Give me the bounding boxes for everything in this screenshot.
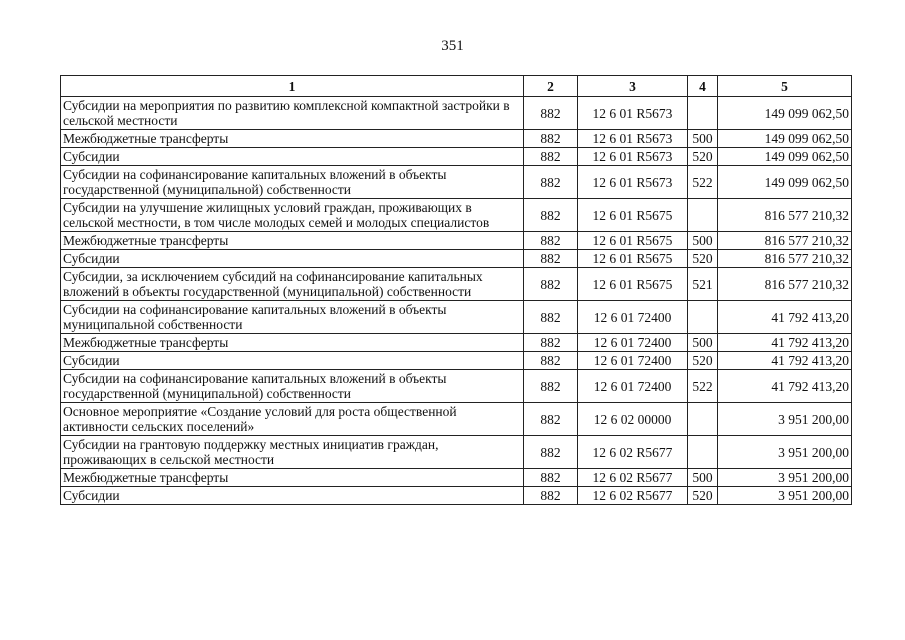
row-amount: 3 951 200,00: [718, 469, 852, 487]
row-name: Субсидии на мероприятия по развитию комплексной компактной застройки в сельской местности: [61, 97, 524, 130]
column-header-1: 1: [61, 76, 524, 97]
table-row: [61, 250, 852, 268]
row-target-code: 12 6 01 R5675: [578, 250, 688, 268]
table-row: [61, 301, 852, 334]
row-amount: 816 577 210,32: [718, 232, 852, 250]
row-target-code: 12 6 01 72400: [578, 301, 688, 334]
table-row: [61, 334, 852, 352]
row-target-code: 12 6 02 00000: [578, 403, 688, 436]
row-name: Субсидии на грантовую поддержку местных инициатив граждан, проживающих в сельской местности: [61, 436, 524, 469]
row-expense-type: 520: [688, 250, 718, 268]
row-target-code: 12 6 02 R5677: [578, 436, 688, 469]
table-row: [61, 268, 852, 301]
row-ministry-code: 882: [524, 199, 578, 232]
table-row: [61, 370, 852, 403]
row-name: Субсидии на софинансирование капитальных вложений в объекты государственной (муниципальной) собственности: [61, 370, 524, 403]
table-body: [61, 97, 852, 505]
row-amount: 41 792 413,20: [718, 334, 852, 352]
row-ministry-code: 882: [524, 487, 578, 505]
column-header-3: 3: [578, 76, 688, 97]
row-name: Субсидии: [61, 352, 524, 370]
row-name: Субсидии, за исключением субсидий на софинансирование капитальных вложений в объекты государственной (муниципальной) собственности: [61, 268, 524, 301]
row-target-code: 12 6 01 72400: [578, 370, 688, 403]
row-target-code: 12 6 01 R5675: [578, 199, 688, 232]
table-row: [61, 97, 852, 130]
row-amount: 3 951 200,00: [718, 403, 852, 436]
row-expense-type: [688, 403, 718, 436]
row-target-code: 12 6 01 R5673: [578, 130, 688, 148]
row-name: Субсидии: [61, 148, 524, 166]
row-expense-type: 500: [688, 232, 718, 250]
table-row: [61, 166, 852, 199]
column-header-2: 2: [524, 76, 578, 97]
row-ministry-code: 882: [524, 166, 578, 199]
table-row: [61, 130, 852, 148]
row-target-code: 12 6 02 R5677: [578, 487, 688, 505]
row-name: Межбюджетные трансферты: [61, 130, 524, 148]
row-target-code: 12 6 01 R5675: [578, 268, 688, 301]
table-row: [61, 352, 852, 370]
row-target-code: 12 6 01 72400: [578, 334, 688, 352]
page-number: 351: [441, 38, 464, 54]
row-expense-type: [688, 97, 718, 130]
table-row: [61, 469, 852, 487]
row-ministry-code: 882: [524, 403, 578, 436]
row-expense-type: 521: [688, 268, 718, 301]
row-expense-type: 500: [688, 469, 718, 487]
row-amount: 149 099 062,50: [718, 148, 852, 166]
row-expense-type: [688, 301, 718, 334]
row-target-code: 12 6 01 72400: [578, 352, 688, 370]
row-expense-type: 520: [688, 148, 718, 166]
row-ministry-code: 882: [524, 250, 578, 268]
row-amount: 816 577 210,32: [718, 199, 852, 232]
row-target-code: 12 6 02 R5677: [578, 469, 688, 487]
table-row: [61, 436, 852, 469]
row-name: Субсидии на улучшение жилищных условий граждан, проживающих в сельской местности, в том числе молодых семей и молодых специалистов: [61, 199, 524, 232]
column-header-4: 4: [688, 76, 718, 97]
row-ministry-code: 882: [524, 148, 578, 166]
row-expense-type: 522: [688, 166, 718, 199]
row-target-code: 12 6 01 R5675: [578, 232, 688, 250]
row-amount: 41 792 413,20: [718, 370, 852, 403]
row-ministry-code: 882: [524, 436, 578, 469]
row-amount: 149 099 062,50: [718, 97, 852, 130]
row-name: Межбюджетные трансферты: [61, 469, 524, 487]
row-ministry-code: 882: [524, 469, 578, 487]
row-name: Субсидии: [61, 487, 524, 505]
row-name: Субсидии на софинансирование капитальных вложений в объекты государственной (муниципальной) собственности: [61, 166, 524, 199]
row-ministry-code: 882: [524, 232, 578, 250]
row-amount: 3 951 200,00: [718, 436, 852, 469]
table-row: [61, 403, 852, 436]
row-expense-type: 520: [688, 487, 718, 505]
row-amount: 41 792 413,20: [718, 352, 852, 370]
row-ministry-code: 882: [524, 301, 578, 334]
row-ministry-code: 882: [524, 130, 578, 148]
row-ministry-code: 882: [524, 334, 578, 352]
row-expense-type: [688, 436, 718, 469]
table-row: [61, 232, 852, 250]
row-expense-type: 500: [688, 334, 718, 352]
row-expense-type: 522: [688, 370, 718, 403]
row-target-code: 12 6 01 R5673: [578, 148, 688, 166]
row-ministry-code: 882: [524, 352, 578, 370]
row-amount: 816 577 210,32: [718, 268, 852, 301]
column-header-5: 5: [718, 76, 852, 97]
row-name: Субсидии: [61, 250, 524, 268]
row-name: Субсидии на софинансирование капитальных вложений в объекты муниципальной собственности: [61, 301, 524, 334]
row-expense-type: 500: [688, 130, 718, 148]
row-expense-type: 520: [688, 352, 718, 370]
row-amount: 41 792 413,20: [718, 301, 852, 334]
row-expense-type: [688, 199, 718, 232]
row-name: Межбюджетные трансферты: [61, 334, 524, 352]
row-target-code: 12 6 01 R5673: [578, 97, 688, 130]
row-name: Межбюджетные трансферты: [61, 232, 524, 250]
table-row: [61, 199, 852, 232]
row-ministry-code: 882: [524, 268, 578, 301]
row-amount: 816 577 210,32: [718, 250, 852, 268]
row-amount: 149 099 062,50: [718, 130, 852, 148]
table-row: [61, 487, 852, 505]
row-target-code: 12 6 01 R5673: [578, 166, 688, 199]
row-name: Основное мероприятие «Создание условий для роста общественной активности сельских поселений»: [61, 403, 524, 436]
row-amount: 3 951 200,00: [718, 487, 852, 505]
header-row: [61, 76, 852, 97]
row-ministry-code: 882: [524, 370, 578, 403]
budget-table: [60, 75, 852, 505]
row-amount: 149 099 062,50: [718, 166, 852, 199]
row-ministry-code: 882: [524, 97, 578, 130]
table-row: [61, 148, 852, 166]
